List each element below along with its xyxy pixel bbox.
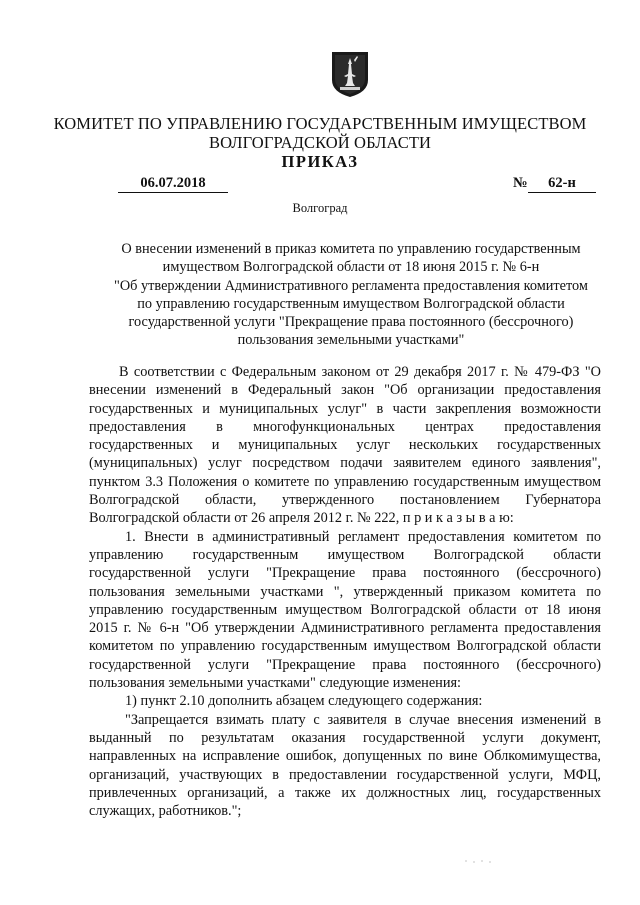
committee-name-line-1: КОМИТЕТ ПО УПРАВЛЕНИЮ ГОСУДАРСТВЕННЫМ ИМУЩЕСТВОМ xyxy=(53,114,587,133)
document-type-title: ПРИКАЗ xyxy=(281,152,359,171)
subject-line: по управлению государственным имуществом Волгоградской области xyxy=(137,295,565,312)
subject-line: государственной услуги "Прекращение права постоянного (бессрочного) xyxy=(128,314,574,331)
preamble-paragraph: В соответствии с Федеральным законом от 29 декабря 2017 г. № 479-ФЗ "О внесении изменений в Федеральный закон "Об организации предоставления государственных и муниципальных услуг" в части закрепления возможности предоставления в многофункциональных центрах предоставления государственных и муниципальных услуг нескольких государственных (муниципальных) услуг посредством подачи заявителем единого заявления", пунктом 3.3 Положения о комитете по управлению государственным имуществом Волгоградской области, утвержденного постановлением Губернатора Волгоградской области от 26 апреля 2012 г. № 222, п р и к а з ы в а ю: xyxy=(89,364,601,527)
subject-line: "Об утверждении Административного регламента предоставления комитетом xyxy=(114,277,588,294)
quoted-text-paragraph: "Запрещается взимать плату с заявителя в случае внесения изменений в выданный по результатам оказания государственной услуги документ, направленных на исправление ошибок, допущенных по вине Облкомимущества, организаций, участвующих в предоставлении государственной услуги, МФЦ, привлеченных организаций, а также их должностных лиц, государственных служащих, работников."; xyxy=(89,711,601,820)
order-subject xyxy=(88,240,614,350)
issue-city: Волгоград xyxy=(292,201,348,215)
subject-line: О внесении изменений в приказ комитета по управлению государственным xyxy=(121,241,581,257)
order-date: 06.07.2018 xyxy=(118,174,228,193)
order-number-label: № xyxy=(513,175,528,191)
order-body xyxy=(89,363,601,820)
committee-name-line-2: ВОЛГОГРАДСКОЙ ОБЛАСТИ xyxy=(208,133,432,152)
item-1-paragraph: 1. Внести в административный регламент предоставления комитетом по управлению государственным имуществом Волгоградской области государственной услуги "Прекращение права постоянного (бессрочного) пользования земельными участками ", утвержденный приказом комитета по управлению государственным имуществом Волгоградской области от 18 июня 2015 г. № 6-н "Об утверждении Административного регламента предоставления комитетом по управлению государственным имуществом Волгоградской области государственной услуги "Прекращение права постоянного (бессрочного) пользования земельными участками" следующие изменения: xyxy=(89,528,601,692)
volgograd-region-emblem xyxy=(330,50,370,98)
scan-artifact xyxy=(462,857,502,865)
subject-line: имуществом Волгоградской области от 18 июня 2015 г. № 6-н xyxy=(162,259,540,276)
order-number: 62-н xyxy=(528,174,596,193)
item-1-1-paragraph: 1) пункт 2.10 дополнить абзацем следующего содержания: xyxy=(125,693,483,710)
subject-line: пользования земельными участками" xyxy=(237,332,465,349)
